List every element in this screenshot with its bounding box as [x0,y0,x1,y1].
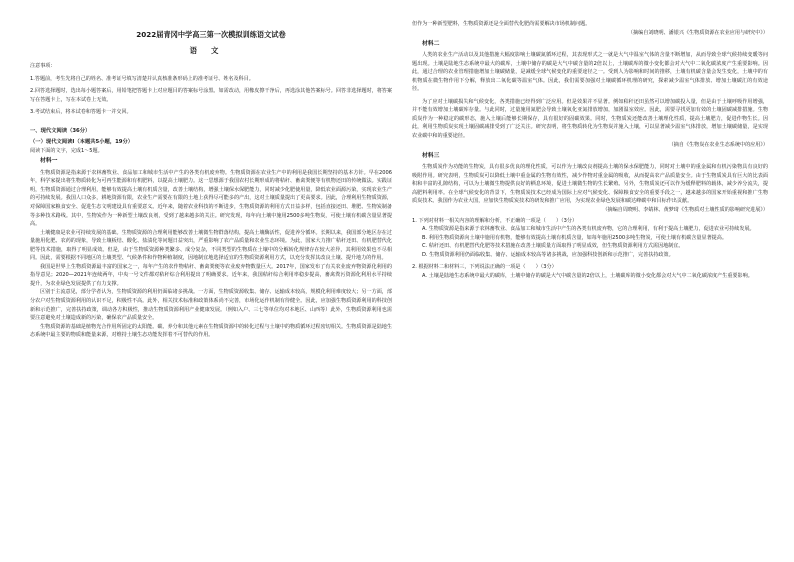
right-column [412,0,768,562]
source-citation: （摘编自刘晓明、潘银兴《生物质资源在农业应用与研究中》） [627,29,768,36]
material-2-paragraph: 为了应对土壤碳损失和气候变化，各类措施已经得到广泛应用。但是效果并不显著。例如秸秆还田虽然可以增加碳投入量，但是由于土壤呼吸作用增强，并不能有效增加土壤碳库存量。与此同时，过量施用氮肥会导致土壤氧化亚氮排放增加，加剧温室效应。因此，需要寻找更加有效的土壤固碳减排措施。生物质炭作为一种稳定的碳形态，施入土壤后能够长期保存，具有很好的固碳效果。同时，生物质炭还能改善土壤理化性质，提高土壤肥力，促进作物生长。因此，利用生物质炭实现土壤固碳减排受到了广泛关注。研究表明，将生物质转化为生物炭并施入土壤，可以显著减少温室气体排放，增加土壤碳储量，是实现农业碳中和的重要途径。 [412,98,768,139]
material-2-label: 材料二 [422,40,440,47]
material-1-paragraph: 我国是世界上生物质资源最丰富的国家之一，每年产生的农作物秸秆、畜禽粪便等农业废弃物数量巨大。2017年，国家发布了有关农业废弃物资源化利用的指导意见；2020—2021年连续两年，中央一号文件都对秸秆综合利用提出了明确要求。近年来，我国秸秆综合利用率稳步提高，畜禽粪污资源化利用水平持续提升，为农业绿色发展提供了有力支撑。 [30,263,392,287]
material-3-label: 材料三 [422,152,440,159]
section-heading: 一、现代文阅读（36分） [30,127,91,134]
material-1-paragraph: 区别于主流意见，部分学者认为，生物质资源的利用仍面临诸多挑战。一方面，生物质资源收集、储存、运输成本较高，规模化利用难度较大；另一方面，部分农户对生物质资源利用的认识不足，积极性不高。此外，相关技术标准和政策体系尚不完善，市场化运作机制有待健全。因此，应加强生物质资源利用的科技创新和示范推广，完善扶持政策，调动各方积极性，推动生物质资源利用产业健康发展。（例如入户、三七等单位均对本地区、山西等）此外，生物质资源利用也需要注意避免对土壤造成新的污染，确保农产品质量安全。 [30,289,392,322]
left-column [30,0,392,562]
instruction: 阅读下面的文字，完成1～5题。 [30,147,103,154]
note-item: 1.答题前，考生先将自己的姓名、准考证号填写清楚并认真核准条形码上的准考证号、姓名及科目。 [30,75,254,82]
question-1-option-a: A. 生物质资源是指来源于农林畜牧业、食品加工和城市生活中产生的各类有机废弃物，它的合理利用，有利于提高土壤肥力，促进农业可持续发展。 [422,226,755,233]
material-1-label: 材料一 [40,158,58,165]
material-1-continuation: 但作为一种新型肥料，生物质资源还是全面替代化肥尚需要解决市场机制问题。 [412,21,591,27]
question-1-stem: 1. 下列对材料一相关内容的理解和分析，不正确的一项是（ ）（3分） [412,217,578,224]
question-1-option-b: B. 利用生物质资源向土壤中施用有机物，能够有效提高土壤有机质含量，如每年施用2500多吨生物炭，可使土壤有机碳含量显著提高。 [422,234,727,241]
question-1-option-c: C. 秸秆还田、有机肥替代化肥等技术措施在改善土壤质量方面取得了明显成效，但生物质资源利用方式需因地制宜。 [422,243,684,250]
source-citation: （摘自《生物炭在农业生态系统中的应用》） [668,141,768,148]
question-2-stem: 2. 根据材料二和材料三，下列说法正确的一项是（ ）（3分） [412,264,557,271]
material-3-paragraph: 生物质炭作为功能的生物炭，具有很多优良的理化性质，可以作为土壤改良剂提高土壤的保水保肥能力，同时对土壤中的重金属和有机污染物具有良好的吸附作用。研究表明，生物质炭可以降低土壤中重金属的生物有效性，减少作物对重金属的吸收，从而提高农产品质量安全。由于生物质炭具有巨大的比表面积和丰富的孔隙结构，可以为土壤微生物提供良好的栖息环境，促进土壤微生物的生长繁殖。另外，生物质炭还可以作为缓释肥料的载体，减少养分流失，提高肥料利用率。在全球气候变化的背景下，生物质炭技术已经成为国际上应对气候变化、保障粮食安全的重要手段之一，越来越多的国家开始重视和推广生物质炭技术。我国作为农业大国，应加快生物质炭技术的研发和推广应用，为实现农业绿色发展和碳达峰碳中和目标作出贡献。 [412,164,768,205]
material-1-paragraph: 土壤健康是农业可持续发展的基础。生物质资源的合理利用能够改善土壤微生物群落结构，提高土壤酶活性，促进养分循环。长期以来，我国部分地区存在过量施用化肥、农药的现象，导致土壤板结、酸化、盐渍化等问题日益突出，严重影响了农产品质量和农业生态环境。为此，国家大力推广秸秆还田、有机肥替代化肥等技术措施，取得了明显成效。但是，由于生物质资源种类繁多、成分复杂，不同类型的生物质在土壤中的分解转化规律存在较大差异，其利用效果也不尽相同。因此，需要根据不同地区的土壤类型、气候条件和作物种植制度，因地制宜地选择适宜的生物质资源利用方式，以充分发挥其改良土壤、提升地力的作用。 [30,229,392,262]
subsection-heading: （一）现代文阅读Ⅰ（本题共5小题，19分） [30,138,134,145]
question-1-option-d: D. 生物质资源利用仍面临收集、储存、运输成本较高等诸多挑战，应加强科技创新和示范推广，完善扶持政策。 [422,251,674,258]
source-citation: （摘编自周晓明、李婧林、黄梦琦《生物质对土壤性质的影响研究进展》） [602,206,768,213]
material-1-paragraph: 生物质资源是指来源于农林畜牧业、食品加工和城市生活中产生的各类有机废弃物。生物质资源在农业生产中的利用是我国长期坚持的基本方针。早在2006年，科学家提出将生物质转化为可再生能源和有机肥料，以提高土壤肥力。这一思想源于我国农村长期形成的将秸秆、畜禽粪便等有机物还田的传统做法。实践证明，生物质资源通过合理利用，能够有效提高土壤有机质含量，改善土壤结构，增强土壤保水保肥能力，同时减少化肥使用量，降低农业面源污染，实现农业生产的可持续发展。我国人口众多，耕地资源有限，农业生产需要在有限的土地上获得尽可能多的产出，这对土壤质量提出了更高要求。因此，合理利用生物质资源，对保障国家粮食安全、促进生态文明建设具有重要意义。近年来，随着农业科技的不断进步，生物质资源的利用方式日益多样，包括直接还田、堆肥、生物炭制备等多种技术路线。其中，生物炭作为一种新型土壤改良剂，受到了越来越多的关注。研究发现，每年向土壤中施用2500多吨生物炭，可使土壤有机碳含量显著提高。 [30,169,392,228]
note-item: 2.回答选择题时，选出每小题答案后，用铅笔把答题卡上对应题目的答案标号涂黑。如需改动，用橡皮擦干净后，再选涂其他答案标号。回答非选择题时，将答案写在答题卡上，写在本试卷上无效。 [30,88,392,103]
material-2-paragraph: 人类的农业生产活动以及其他措施大幅度影响土壤碳氮循环过程，其表现形式之一就是大气中温室气体的含量不断增加，从而导致全球气候持续变暖等问题出现。土壤是陆地生态系统中最大的碳库，土壤中储存的碳是大气中碳含量的2倍以上，土壤碳库的微小变化都会对大气中二氧化碳浓度产生重要影响。因此，通过合理的农业管理措施增加土壤碳储量，是减缓全球气候变化的重要途径之一。受到人为影响和时间的推移，土壤有机碳含量会发生变化，土壤中的有机物质在微生物作用下分解，释放出二氧化碳等温室气体。因此，我们需要加强对土壤碳循环机理的研究，探索减少温室气体排放、增加土壤碳汇的有效途径。 [412,52,768,93]
exam-title: 2022届青冈中学高三第一次模拟训练语文试卷 [136,30,286,39]
notes-heading: 注意事项： [30,63,56,69]
question-2-option-a: A. 土壤是陆地生态系统中最大的碳库，土壤中储存的碳是大气中碳含量的2倍以上，土壤碳库的微小变化都会对大气中二氧化碳浓度产生重要影响。 [422,273,753,280]
note-item: 3.考试结束后，将本试卷和答题卡一并交回。 [30,109,132,116]
exam-subject: 语文 [189,46,233,55]
material-1-paragraph: 生物质资源的基础是植物光合作用所固定的太阳能。碳、养分和其他元素在生物质资源中的转化过程与土壤中的物质循环过程密切相关。生物质资源是陆地生态系统中最主要的物质和能量来源，对维持土壤生态功能发挥着不可替代的作用。 [30,323,392,339]
